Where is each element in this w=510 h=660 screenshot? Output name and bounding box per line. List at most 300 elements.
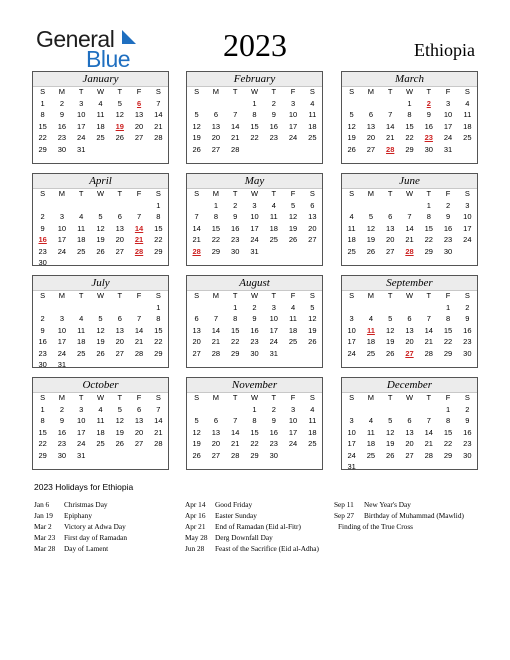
- day-cell: 23: [443, 235, 453, 245]
- day-cell: 5: [290, 201, 296, 210]
- weekday-label: S: [155, 291, 161, 300]
- day-cell: 16: [57, 121, 67, 131]
- day-cell: 10: [443, 110, 453, 120]
- day-cell: 2: [40, 314, 45, 324]
- day-cell: 18: [77, 235, 86, 245]
- month-may: [186, 173, 323, 266]
- holiday-date: Apr 21: [185, 522, 206, 531]
- empty-cell: [206, 98, 225, 109]
- day-cell: 27: [405, 450, 414, 460]
- weekday-label: T: [271, 393, 277, 402]
- day-cell: 22: [405, 133, 414, 143]
- day-cell: 8: [40, 416, 45, 426]
- day-cell: 24: [288, 439, 298, 449]
- day-cell: 4: [349, 212, 354, 222]
- day-cell: 3: [79, 99, 84, 108]
- day-cell: 9: [465, 314, 470, 324]
- holiday-name: New Year's Day: [364, 500, 411, 509]
- day-cell: 30: [269, 450, 278, 460]
- day-cell: 6: [117, 212, 122, 222]
- weekday-label: T: [426, 189, 432, 198]
- month-name: September: [342, 276, 477, 291]
- day-cell: 26: [96, 246, 105, 256]
- weekday-header: [187, 189, 322, 199]
- day-cell: 28: [424, 450, 433, 460]
- day-cell: 4: [79, 212, 84, 222]
- day-cell: 5: [349, 110, 354, 120]
- day-cell: 30: [250, 348, 259, 358]
- holiday-date: Apr 16: [185, 511, 206, 520]
- holiday-date: Jan 19: [34, 511, 53, 520]
- empty-cell: [342, 302, 361, 313]
- day-cell: 20: [115, 235, 124, 245]
- day-cell: 6: [388, 212, 393, 222]
- day-cell: 31: [269, 348, 278, 358]
- day-cell: 22: [250, 133, 259, 143]
- day-cell: 27: [211, 450, 221, 460]
- day-cell: 7: [426, 416, 431, 426]
- weekday-label: M: [367, 291, 375, 300]
- holiday-day: 16: [38, 235, 47, 245]
- day-cell: 21: [424, 439, 433, 449]
- weekday-label: T: [387, 291, 393, 300]
- holiday-name: Birthday of Muhammad (Mawlid): [364, 511, 464, 520]
- day-cell: 13: [134, 416, 144, 426]
- day-cell: 10: [347, 325, 356, 335]
- day-cell: 13: [211, 427, 221, 437]
- day-cell: 8: [407, 110, 412, 120]
- holiday-column: [334, 499, 464, 532]
- day-cell: 24: [77, 439, 86, 449]
- weekday-header: [33, 393, 168, 403]
- day-cell: 25: [463, 133, 472, 143]
- day-cell: 29: [405, 144, 414, 154]
- empty-cell: [400, 200, 419, 211]
- weekday-label: W: [250, 291, 259, 300]
- day-cell: 25: [366, 348, 376, 358]
- empty-cell: [381, 200, 400, 211]
- day-cell: 19: [192, 133, 201, 143]
- weekday-label: S: [194, 393, 200, 402]
- day-cell: 24: [347, 450, 356, 460]
- day-cell: 11: [77, 223, 86, 233]
- weekday-label: S: [40, 189, 46, 198]
- day-cell: 7: [194, 212, 199, 222]
- day-cell: 19: [386, 337, 395, 347]
- day-cell: 21: [192, 235, 201, 245]
- day-cell: 16: [463, 325, 472, 335]
- day-cell: 18: [96, 121, 105, 131]
- day-cell: 29: [38, 450, 47, 460]
- day-cell: 23: [269, 133, 278, 143]
- day-cell: 3: [252, 201, 257, 210]
- day-cell: 28: [154, 133, 163, 143]
- day-cell: 12: [386, 427, 395, 437]
- weekday-label: S: [309, 189, 315, 198]
- day-cell: 30: [443, 246, 453, 256]
- day-cell: 18: [463, 121, 472, 131]
- day-cell: 15: [405, 121, 414, 131]
- holiday-row: [185, 510, 319, 521]
- weekday-label: S: [155, 87, 161, 96]
- weekday-label: M: [367, 189, 375, 198]
- weekday-label: M: [212, 87, 220, 96]
- holiday-name: First day of Ramadan: [64, 533, 128, 542]
- day-cell: 6: [213, 110, 218, 120]
- day-cell: 10: [269, 314, 278, 324]
- day-cell: 10: [77, 110, 86, 120]
- day-cell: 20: [192, 337, 201, 347]
- day-cell: 1: [407, 99, 412, 108]
- weekday-label: T: [232, 87, 238, 96]
- day-cell: 7: [156, 99, 161, 108]
- day-cell: 4: [271, 201, 276, 210]
- day-cell: 11: [77, 325, 86, 335]
- weekday-label: S: [309, 87, 315, 96]
- day-cell: 9: [40, 223, 45, 233]
- day-cell: 17: [250, 223, 259, 233]
- day-cell: 24: [463, 235, 472, 245]
- day-grid: [33, 302, 168, 370]
- day-cell: 9: [40, 325, 45, 335]
- day-cell: 6: [194, 314, 199, 324]
- day-cell: 27: [134, 439, 144, 449]
- day-cell: 7: [388, 110, 393, 120]
- day-cell: 13: [115, 325, 124, 335]
- holiday-date: Mar 2: [34, 522, 52, 531]
- day-cell: 12: [96, 325, 105, 335]
- day-cell: 30: [231, 246, 240, 256]
- day-cell: 30: [57, 144, 67, 154]
- day-cell: 6: [407, 416, 412, 426]
- empty-cell: [400, 404, 419, 415]
- weekday-label: F: [136, 87, 142, 96]
- weekday-label: T: [271, 189, 277, 198]
- day-cell: 16: [424, 121, 433, 131]
- day-cell: 17: [288, 427, 298, 437]
- weekday-label: T: [271, 87, 277, 96]
- day-cell: 23: [57, 133, 67, 143]
- day-cell: 9: [252, 314, 257, 324]
- holiday-date: Mar 23: [34, 533, 56, 542]
- day-grid: [187, 98, 322, 155]
- weekday-label: T: [426, 393, 432, 402]
- day-cell: 15: [211, 223, 221, 233]
- day-cell: 24: [57, 246, 67, 256]
- day-cell: 10: [288, 110, 298, 120]
- weekday-label: S: [349, 189, 355, 198]
- day-cell: 24: [77, 133, 86, 143]
- day-cell: 19: [386, 439, 395, 449]
- day-cell: 23: [463, 439, 472, 449]
- weekday-label: F: [445, 291, 451, 300]
- day-cell: 29: [424, 246, 433, 256]
- day-cell: 29: [443, 348, 453, 358]
- day-cell: 12: [308, 314, 317, 324]
- holiday-row: [185, 521, 319, 532]
- day-cell: 28: [211, 348, 221, 358]
- day-cell: 21: [211, 337, 221, 347]
- holiday-day: 14: [134, 223, 144, 233]
- day-cell: 4: [98, 405, 103, 414]
- weekday-header: [187, 291, 322, 301]
- day-cell: 4: [79, 314, 84, 324]
- weekday-label: T: [232, 189, 238, 198]
- month-name: May: [187, 174, 322, 189]
- day-cell: 10: [57, 223, 67, 233]
- day-cell: 8: [156, 314, 161, 324]
- weekday-label: T: [78, 189, 84, 198]
- day-cell: 30: [57, 450, 67, 460]
- weekday-header: [33, 87, 168, 97]
- weekday-label: S: [349, 291, 355, 300]
- day-cell: 24: [443, 133, 453, 143]
- month-april: [32, 173, 169, 266]
- day-cell: 6: [213, 416, 218, 426]
- day-cell: 28: [231, 144, 240, 154]
- weekday-label: T: [387, 189, 393, 198]
- day-cell: 20: [366, 133, 376, 143]
- weekday-label: S: [464, 291, 470, 300]
- day-cell: 19: [366, 235, 376, 245]
- weekday-label: S: [155, 393, 161, 402]
- day-cell: 13: [115, 223, 124, 233]
- day-cell: 13: [366, 121, 376, 131]
- month-name: August: [187, 276, 322, 291]
- day-cell: 21: [231, 439, 240, 449]
- day-cell: 17: [77, 121, 86, 131]
- day-cell: 9: [271, 110, 276, 120]
- day-cell: 13: [405, 427, 414, 437]
- holiday-row: [34, 510, 127, 521]
- day-cell: 6: [136, 405, 142, 414]
- month-september: [341, 275, 478, 368]
- weekday-label: T: [117, 393, 123, 402]
- day-cell: 4: [98, 99, 103, 108]
- day-cell: 31: [443, 144, 453, 154]
- day-cell: 9: [59, 416, 64, 426]
- holiday-day: 11: [366, 325, 375, 335]
- day-cell: 10: [57, 325, 67, 335]
- weekday-header: [33, 291, 168, 301]
- empty-cell: [187, 404, 206, 415]
- weekday-label: W: [250, 189, 259, 198]
- empty-cell: [52, 200, 71, 211]
- day-cell: 1: [233, 303, 238, 312]
- weekday-label: M: [58, 393, 66, 402]
- day-cell: 20: [308, 223, 317, 233]
- weekday-label: M: [367, 393, 375, 402]
- year-title: 2023: [223, 27, 287, 63]
- day-cell: 14: [211, 325, 221, 335]
- day-cell: 8: [156, 212, 161, 222]
- day-cell: 22: [38, 439, 47, 449]
- empty-cell: [342, 98, 361, 109]
- day-grid: [187, 200, 322, 257]
- day-cell: 27: [308, 235, 317, 245]
- weekday-label: S: [194, 291, 200, 300]
- day-cell: 22: [443, 337, 453, 347]
- month-name: February: [187, 72, 322, 87]
- day-cell: 29: [154, 246, 163, 256]
- month-march: [341, 71, 478, 164]
- day-cell: 15: [154, 223, 163, 233]
- empty-cell: [400, 302, 419, 313]
- holiday-row: [334, 499, 464, 510]
- holiday-row: [185, 543, 319, 554]
- day-cell: 25: [288, 337, 298, 347]
- weekday-label: M: [212, 393, 220, 402]
- holiday-row: [34, 543, 127, 554]
- weekday-label: F: [290, 393, 296, 402]
- day-cell: 20: [134, 427, 144, 437]
- empty-cell: [91, 200, 110, 211]
- holiday-name: Finding of the True Cross: [338, 522, 414, 531]
- day-cell: 28: [134, 348, 144, 358]
- day-cell: 11: [308, 416, 317, 426]
- day-cell: 22: [443, 439, 453, 449]
- day-cell: 14: [154, 110, 163, 120]
- holiday-day: 28: [386, 144, 395, 154]
- day-cell: 6: [368, 110, 373, 120]
- holiday-name: Victory at Adwa Day: [64, 522, 126, 531]
- day-cell: 29: [38, 144, 47, 154]
- day-grid: [33, 98, 168, 155]
- day-cell: 4: [465, 99, 470, 108]
- weekday-label: W: [96, 189, 105, 198]
- weekday-label: M: [58, 189, 66, 198]
- empty-cell: [33, 200, 52, 211]
- day-cell: 15: [231, 325, 240, 335]
- day-cell: 12: [192, 121, 201, 131]
- holiday-date: May 28: [185, 533, 208, 542]
- day-cell: 16: [231, 223, 240, 233]
- day-cell: 10: [288, 416, 298, 426]
- weekday-label: S: [309, 393, 315, 402]
- day-cell: 2: [271, 99, 276, 108]
- day-cell: 9: [465, 416, 470, 426]
- holiday-day: 28: [192, 246, 201, 256]
- day-cell: 10: [463, 212, 472, 222]
- day-cell: 19: [115, 427, 124, 437]
- day-cell: 17: [269, 325, 278, 335]
- day-cell: 24: [57, 348, 67, 358]
- day-cell: 19: [96, 337, 105, 347]
- day-cell: 22: [250, 439, 259, 449]
- empty-cell: [206, 302, 225, 313]
- day-cell: 12: [115, 416, 124, 426]
- day-cell: 1: [156, 303, 161, 312]
- day-cell: 30: [38, 359, 47, 369]
- empty-cell: [361, 404, 380, 415]
- day-cell: 26: [192, 144, 201, 154]
- holiday-name: Christmas Day: [64, 500, 108, 509]
- day-cell: 28: [424, 348, 433, 358]
- holiday-day: 2: [426, 99, 431, 108]
- month-july: [32, 275, 169, 368]
- weekday-label: S: [309, 291, 315, 300]
- empty-cell: [187, 302, 206, 313]
- day-cell: 1: [252, 405, 257, 414]
- weekday-label: S: [155, 189, 161, 198]
- empty-cell: [381, 302, 400, 313]
- day-cell: 18: [308, 427, 317, 437]
- month-name: July: [33, 276, 168, 291]
- weekday-label: F: [290, 291, 296, 300]
- day-cell: 16: [57, 427, 67, 437]
- weekday-label: M: [367, 87, 375, 96]
- day-cell: 11: [96, 416, 105, 426]
- day-cell: 5: [388, 416, 393, 426]
- weekday-label: F: [136, 291, 142, 300]
- empty-cell: [206, 404, 225, 415]
- holiday-date: Sep 27: [334, 511, 355, 520]
- day-cell: 10: [347, 427, 356, 437]
- day-cell: 25: [347, 246, 356, 256]
- day-cell: 7: [426, 314, 431, 324]
- day-cell: 19: [308, 325, 317, 335]
- day-cell: 12: [347, 121, 356, 131]
- day-grid: [342, 404, 477, 472]
- day-cell: 12: [386, 325, 395, 335]
- day-cell: 17: [57, 235, 67, 245]
- weekday-label: T: [78, 291, 84, 300]
- holiday-column: [34, 499, 127, 554]
- holiday-date: Apr 14: [185, 500, 206, 509]
- empty-cell: [361, 98, 380, 109]
- holiday-row: [334, 521, 464, 532]
- month-january: [32, 71, 169, 164]
- empty-cell: [226, 98, 245, 109]
- weekday-label: W: [96, 393, 105, 402]
- day-cell: 19: [347, 133, 356, 143]
- day-cell: 27: [366, 144, 376, 154]
- day-cell: 18: [77, 337, 86, 347]
- day-cell: 2: [40, 212, 45, 222]
- weekday-label: W: [405, 189, 414, 198]
- day-cell: 3: [271, 303, 276, 312]
- month-august: [186, 275, 323, 368]
- day-cell: 14: [424, 325, 433, 335]
- day-cell: 2: [252, 303, 257, 312]
- day-cell: 24: [347, 348, 356, 358]
- day-cell: 8: [40, 110, 45, 120]
- day-cell: 5: [194, 110, 199, 120]
- day-cell: 8: [426, 212, 431, 222]
- day-cell: 15: [424, 223, 433, 233]
- day-cell: 7: [156, 405, 161, 414]
- day-cell: 3: [79, 405, 84, 414]
- holiday-name: Feast of the Sacrifice (Eid al-Adha): [215, 544, 319, 553]
- day-cell: 7: [407, 212, 412, 222]
- weekday-label: S: [40, 291, 46, 300]
- weekday-label: F: [136, 393, 142, 402]
- day-cell: 13: [405, 325, 414, 335]
- day-cell: 14: [231, 427, 240, 437]
- day-cell: 31: [347, 461, 356, 471]
- day-cell: 16: [250, 325, 259, 335]
- day-cell: 2: [59, 99, 64, 108]
- day-cell: 17: [463, 223, 472, 233]
- day-cell: 21: [424, 337, 433, 347]
- day-cell: 15: [38, 121, 47, 131]
- day-cell: 23: [269, 439, 278, 449]
- day-cell: 15: [38, 427, 47, 437]
- day-cell: 14: [231, 121, 240, 131]
- day-cell: 20: [405, 337, 414, 347]
- day-cell: 18: [269, 223, 278, 233]
- day-cell: 10: [250, 212, 259, 222]
